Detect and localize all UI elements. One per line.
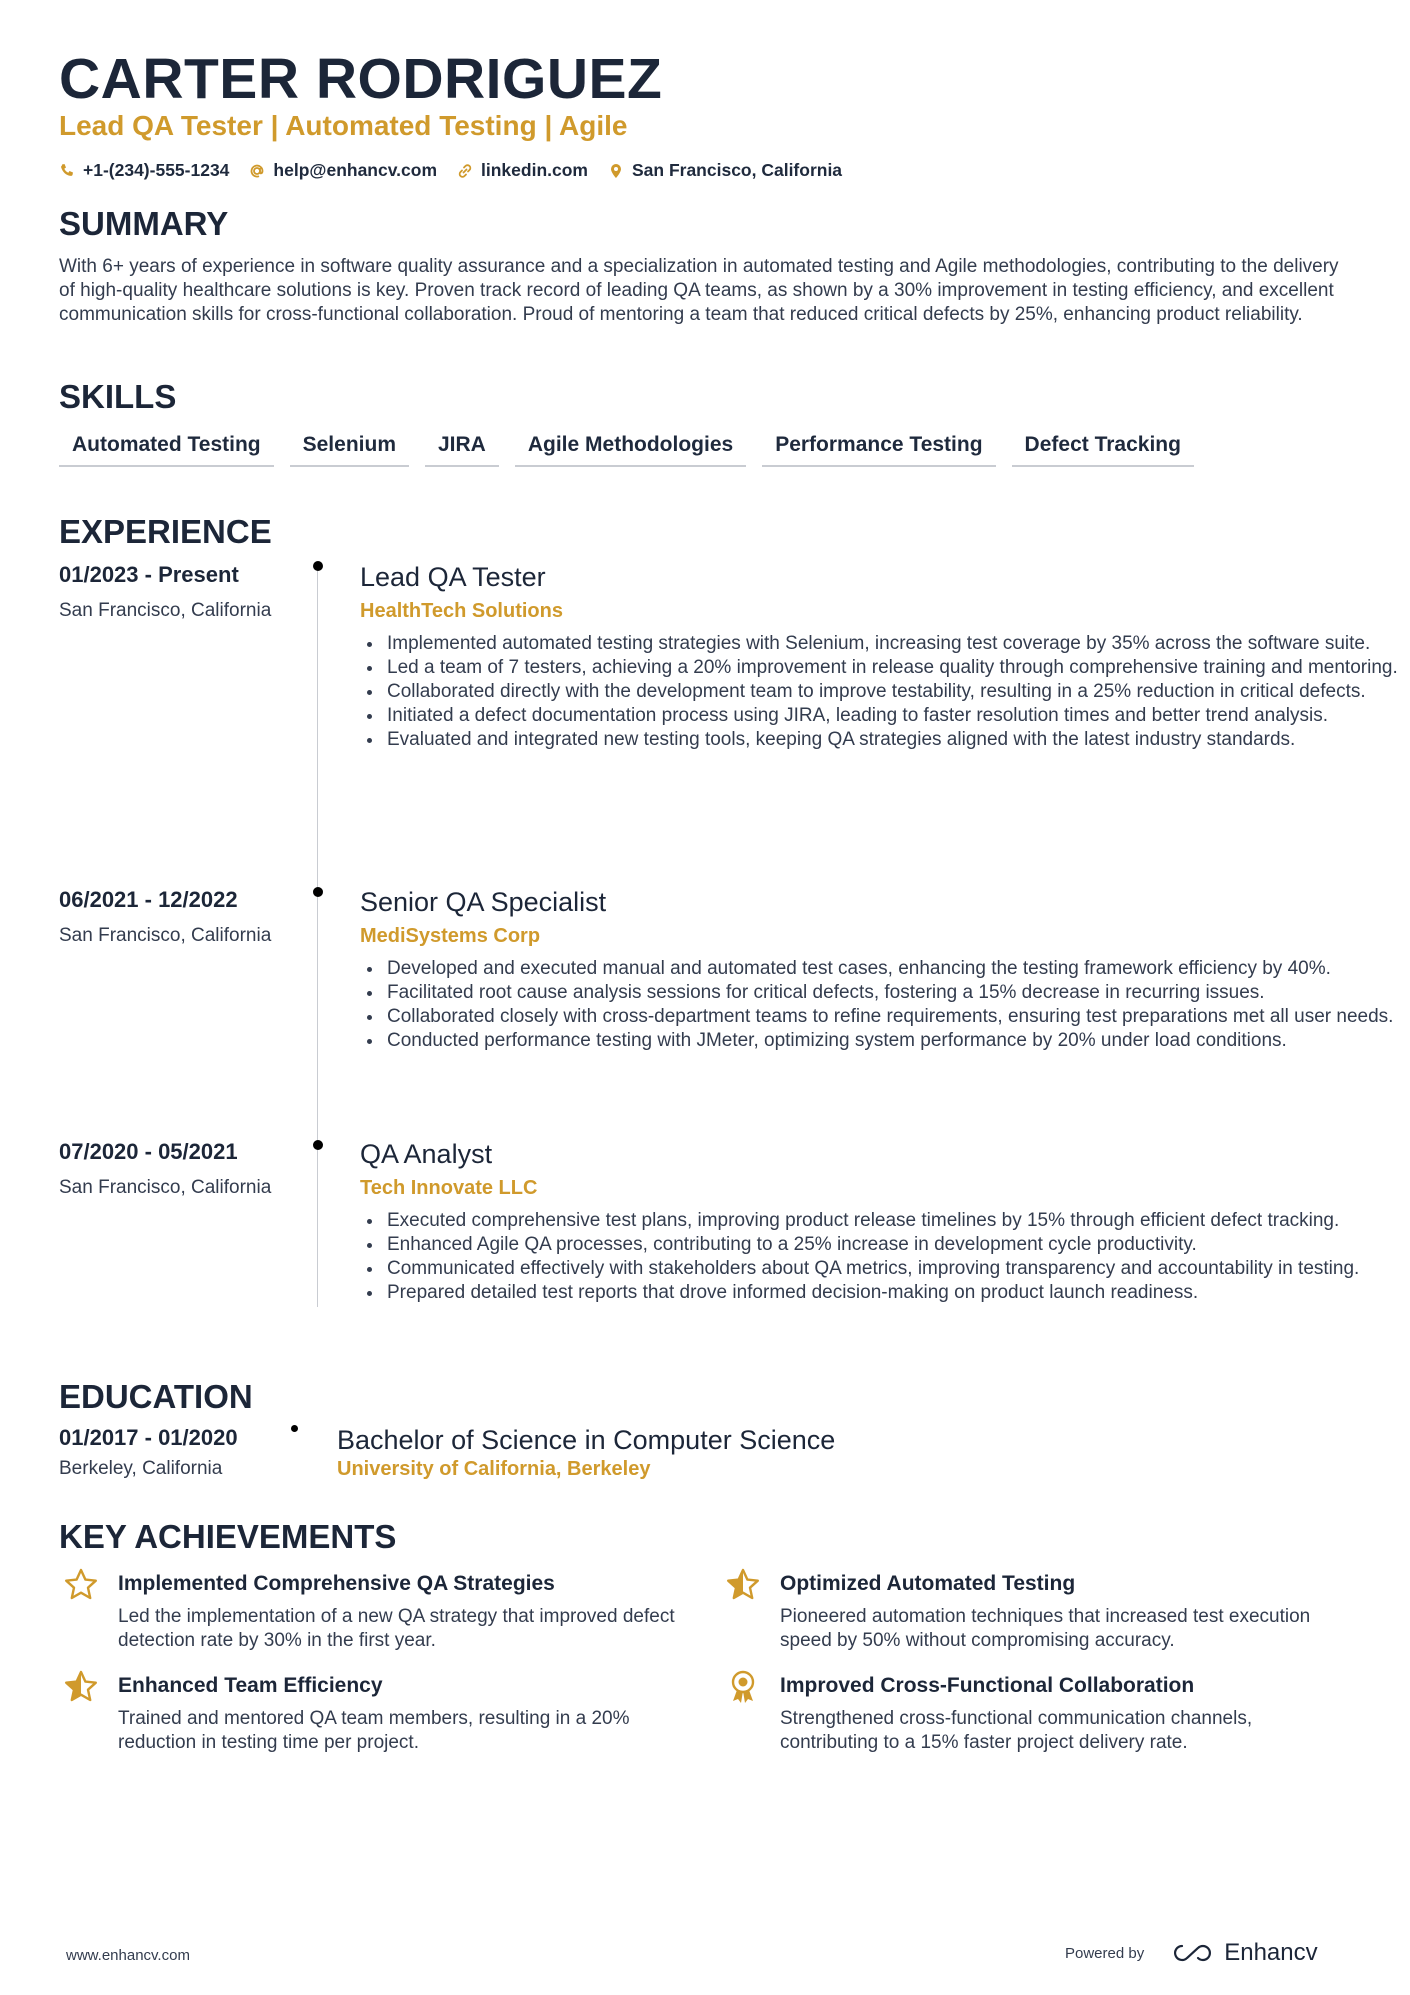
phone-text: +1-(234)-555-1234 bbox=[83, 160, 230, 180]
job-bullet: Executed comprehensive test plans, improving product release timelines by 15% through efficient defect tracking. bbox=[387, 1209, 1410, 1233]
award-medal-icon bbox=[724, 1668, 762, 1706]
phone-icon bbox=[59, 163, 75, 179]
job-company: Tech Innovate LLC bbox=[360, 1177, 538, 1199]
job-bullet: Collaborated directly with the development team to improve testability, resulting in a 25% reduction in critical defects. bbox=[387, 680, 1410, 704]
education-date: 01/2017 - 01/2020 bbox=[59, 1425, 238, 1450]
education-location: Berkeley, California bbox=[59, 1458, 223, 1479]
education-school: University of California, Berkeley bbox=[337, 1458, 651, 1480]
job-bullets bbox=[387, 1209, 1410, 1305]
achievement-text: Strengthened cross-functional communication channels, contributing to a 15% faster project delivery rate. bbox=[780, 1708, 1253, 1753]
job-bullet: Evaluated and integrated new testing tools, keeping QA strategies aligned with the latest industry standards. bbox=[387, 728, 1410, 752]
job-bullet: Implemented automated testing strategies with Selenium, increasing test coverage by 35% across the software suite. bbox=[387, 632, 1410, 656]
job-title: QA Analyst bbox=[360, 1139, 493, 1169]
job-company: MediSystems Corp bbox=[360, 925, 541, 947]
footer-website[interactable]: www.enhancv.com bbox=[66, 1947, 190, 1964]
skills-list bbox=[59, 433, 1194, 467]
achievement-title: Enhanced Team Efficiency bbox=[118, 1674, 383, 1697]
skill-tag: Automated Testing bbox=[59, 433, 274, 467]
achievements-heading: KEY ACHIEVEMENTS bbox=[59, 1518, 397, 1555]
job-company: HealthTech Solutions bbox=[360, 600, 563, 622]
brand-logo[interactable] bbox=[1170, 1939, 1317, 1967]
star-outline-icon bbox=[62, 1566, 100, 1604]
candidate-headline: Lead QA Tester | Automated Testing | Agile bbox=[59, 110, 628, 141]
job-bullet: Enhanced Agile QA processes, contributing to a 25% increase in development cycle productivity. bbox=[387, 1233, 1410, 1257]
job-bullets bbox=[387, 632, 1410, 752]
email-text: help@enhancv.com bbox=[273, 160, 438, 180]
achievement-text: Trained and mentored QA team members, resulting in a 20% reduction in testing time per project. bbox=[118, 1708, 630, 1753]
job-date: 06/2021 - 12/2022 bbox=[59, 887, 238, 912]
job-bullets bbox=[387, 957, 1410, 1053]
skills-heading: SKILLS bbox=[59, 378, 177, 415]
experience-heading: EXPERIENCE bbox=[59, 513, 272, 550]
achievement-title: Implemented Comprehensive QA Strategies bbox=[118, 1572, 555, 1595]
star-half-icon bbox=[62, 1668, 100, 1706]
job-title: Senior QA Specialist bbox=[360, 887, 607, 917]
skill-tag: JIRA bbox=[425, 433, 499, 467]
timeline-dot bbox=[313, 561, 323, 571]
location-pin-icon bbox=[608, 163, 624, 179]
link-icon bbox=[457, 163, 473, 179]
enhancv-logo-icon bbox=[1170, 1942, 1216, 1964]
achievement-title: Optimized Automated Testing bbox=[780, 1572, 1076, 1595]
skill-tag: Performance Testing bbox=[762, 433, 995, 467]
achievement-text: Pioneered automation techniques that increased test execution speed by 50% without compromising accuracy. bbox=[780, 1606, 1311, 1651]
job-title: Lead QA Tester bbox=[360, 562, 546, 592]
job-bullet: Conducted performance testing with JMeter, optimizing system performance by 20% under load conditions. bbox=[387, 1029, 1410, 1053]
linkedin-text: linkedin.com bbox=[481, 160, 588, 180]
job-bullet: Developed and executed manual and automated test cases, enhancing the testing framework efficiency by 40%. bbox=[387, 957, 1410, 981]
job-location: San Francisco, California bbox=[59, 600, 272, 621]
summary-text: With 6+ years of experience in software quality assurance and a specialization in automated testing and Agile methodologies, contributing to the delivery of high-quality healthcare solutions is key. Proven track record of leading QA teams, as shown by a 30% improvement in testing efficiency, and excellent communication skills for cross-functional collaboration. Proud of mentoring a team that reduced critical defects by 25%, enhancing product reliability. bbox=[59, 256, 1339, 325]
summary-heading: SUMMARY bbox=[59, 205, 229, 242]
achievement-title: Improved Cross-Functional Collaboration bbox=[780, 1674, 1195, 1697]
star-half-icon bbox=[724, 1566, 762, 1604]
skill-tag: Defect Tracking bbox=[1012, 433, 1194, 467]
skill-tag: Agile Methodologies bbox=[515, 433, 746, 467]
footer-branding bbox=[1065, 1939, 1318, 1967]
skill-tag: Selenium bbox=[290, 433, 409, 467]
job-bullet: Led a team of 7 testers, achieving a 20% improvement in release quality through comprehensive training and mentoring. bbox=[387, 656, 1410, 680]
location-text: San Francisco, California bbox=[631, 160, 843, 180]
education-heading: EDUCATION bbox=[59, 1378, 253, 1415]
timeline-dot bbox=[291, 1425, 298, 1432]
job-location: San Francisco, California bbox=[59, 925, 272, 946]
job-bullet: Communicated effectively with stakeholders about QA metrics, improving transparency and accountability in testing. bbox=[387, 1257, 1410, 1281]
job-bullet: Facilitated root cause analysis sessions for critical defects, fostering a 15% decrease in recurring issues. bbox=[387, 981, 1410, 1005]
contact-bar bbox=[59, 160, 842, 181]
job-location: San Francisco, California bbox=[59, 1177, 272, 1198]
timeline-dot bbox=[313, 887, 323, 897]
job-bullet: Initiated a defect documentation process using JIRA, leading to faster resolution times and better trend analysis. bbox=[387, 704, 1410, 728]
achievement-text: Led the implementation of a new QA strategy that improved defect detection rate by 30% in the first year. bbox=[118, 1606, 675, 1651]
brand-name: Enhancv bbox=[1224, 1939, 1318, 1966]
contact-email[interactable] bbox=[249, 160, 437, 181]
powered-by-text: Powered by bbox=[1065, 1944, 1145, 1962]
job-bullet: Collaborated closely with cross-department teams to refine requirements, ensuring test preparations met all user needs. bbox=[387, 1005, 1410, 1029]
candidate-name: CARTER RODRIGUEZ bbox=[59, 47, 663, 111]
at-icon bbox=[249, 163, 265, 179]
contact-phone[interactable] bbox=[59, 160, 229, 181]
job-bullet: Prepared detailed test reports that drove informed decision-making on product launch readiness. bbox=[387, 1281, 1410, 1305]
job-date: 01/2023 - Present bbox=[59, 562, 239, 587]
timeline-line bbox=[317, 565, 318, 1307]
job-date: 07/2020 - 05/2021 bbox=[59, 1139, 238, 1164]
timeline-dot bbox=[313, 1140, 323, 1150]
education-degree: Bachelor of Science in Computer Science bbox=[337, 1425, 836, 1455]
contact-linkedin[interactable] bbox=[457, 160, 588, 181]
contact-location bbox=[608, 160, 842, 181]
